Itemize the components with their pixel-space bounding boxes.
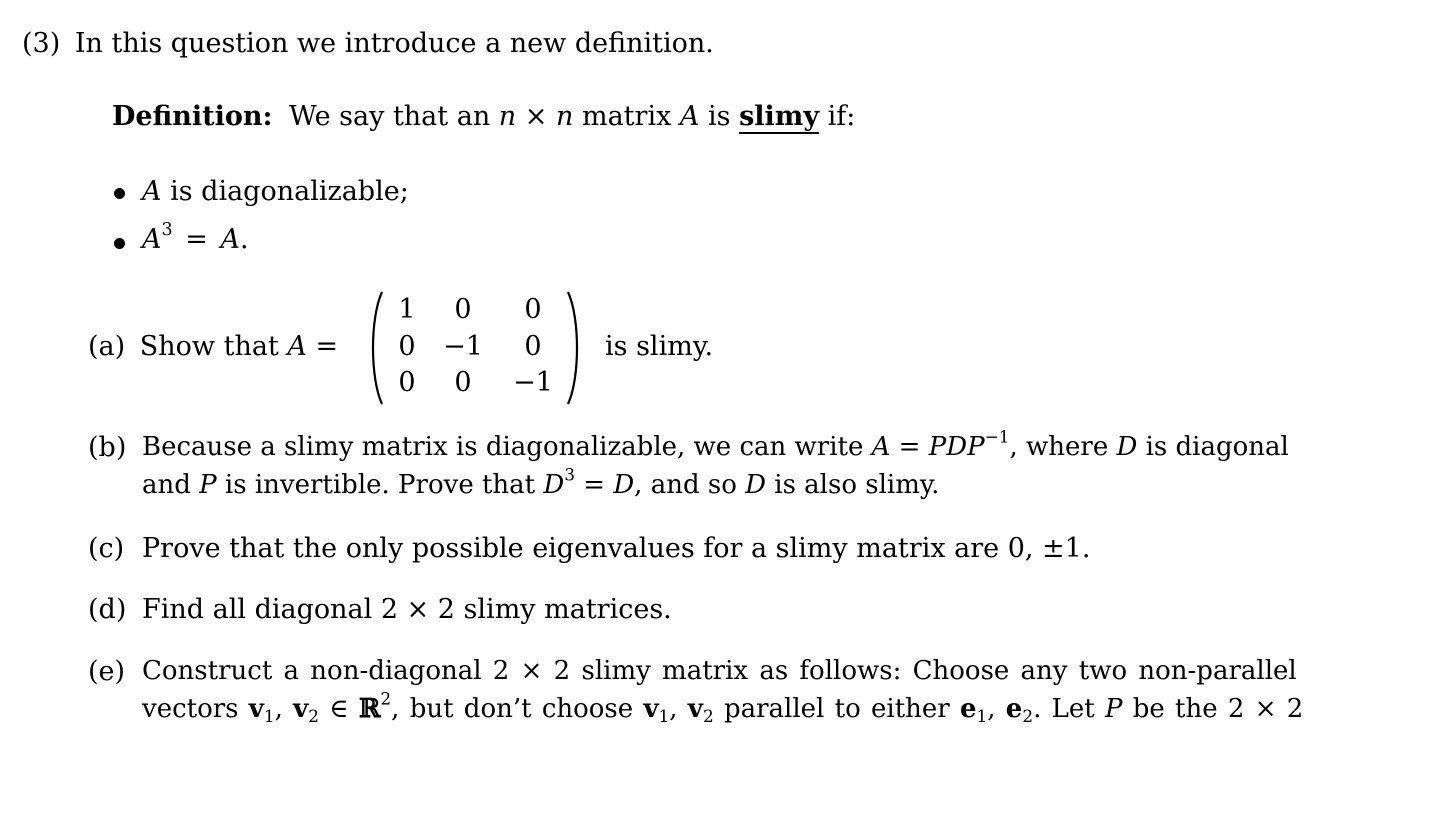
part-b-line2-a: and (142, 470, 191, 500)
part-e-P: P (1105, 694, 1123, 724)
vector-e2-sub: 2 (1022, 706, 1034, 727)
definition-text-before: We say that an (289, 101, 491, 132)
part-b-line2-D3: D (745, 470, 766, 500)
vector-e2: e (1005, 694, 1023, 724)
definition-n1: n (498, 101, 517, 132)
matrix-cell: 0 (454, 367, 472, 398)
part-a-label: (a) (88, 331, 126, 362)
part-b-line1-c: is diagonal (1145, 432, 1289, 462)
matrix-cell: 0 (524, 294, 542, 325)
definition-A: A (679, 101, 700, 132)
matrix-A (366, 290, 584, 406)
vector-v2-sub: 2 (702, 706, 714, 727)
part-b-line2-P: P (199, 470, 217, 500)
part-b-line1-a: Because a slimy matrix is diagonalizable, we can write (142, 432, 864, 462)
part-a-var: A (287, 331, 307, 362)
condition-diagonalizable (142, 176, 409, 207)
question-header (22, 28, 714, 59)
part-e-line1: Construct a non-diagonal 2 × 2 slimy matrix as follows: Choose any two non-parallel (142, 656, 1297, 686)
part-b-line1-math: A = PDP (871, 432, 985, 462)
reals-symbol: ℝ (358, 694, 381, 724)
condition-2-base: A (142, 224, 162, 255)
part-e-but: , but don’t choose (391, 694, 634, 724)
reals-exp: 2 (380, 688, 392, 709)
part-b-line2-d: is also slimy. (774, 470, 940, 500)
part-b-line1-exp: −1 (984, 426, 1010, 447)
matrix-cell: −1 (513, 367, 553, 398)
matrix-cell: 0 (454, 294, 472, 325)
part-a-after: is slimy. (605, 331, 714, 362)
vector-e1-sub: 1 (976, 706, 988, 727)
part-b-line2-D: D (543, 470, 565, 500)
definition-label: Definition: (112, 101, 273, 132)
vector-e1: e (959, 694, 977, 724)
part-c-text: Prove that the only possible eigenvalues for a slimy matrix are 0, ±1. (142, 533, 1091, 564)
part-e-parallel: parallel to either (723, 694, 950, 724)
comma: , (274, 694, 283, 724)
condition-cube (142, 219, 249, 255)
part-b-line2-c: , and so (634, 470, 737, 500)
part-b-line2 (142, 464, 940, 500)
condition-2-end: . (239, 224, 249, 255)
comma: , (987, 694, 996, 724)
part-e-label: (e) (88, 656, 126, 687)
vector-v2: v (687, 694, 703, 724)
matrix-cell: −1 (443, 331, 483, 362)
matrix-cell: 0 (398, 331, 416, 362)
vector-v1-sub: 1 (263, 706, 275, 727)
part-e-line2 (142, 688, 1304, 727)
vector-v2-sub: 2 (308, 706, 320, 727)
bullet-icon (114, 238, 125, 249)
condition-2-eq: = (185, 224, 208, 255)
vector-v2: v (293, 694, 309, 724)
definition-n2: n (556, 101, 574, 132)
vector-v1: v (643, 694, 659, 724)
part-b-line1 (142, 426, 1289, 462)
part-b-line2-D2: D (613, 470, 635, 500)
comma: , (669, 694, 678, 724)
part-b-line1-b: , where (1009, 432, 1109, 462)
definition-term: slimy (739, 101, 820, 132)
part-b-line2-b: is invertible. Prove that (224, 470, 536, 500)
question-intro: In this question we introduce a new definition. (74, 28, 714, 59)
part-e-vectors: vectors (142, 694, 239, 724)
part-b-line1-D: D (1116, 432, 1138, 462)
matrix-cell: 0 (398, 367, 416, 398)
question-number: (3) (22, 28, 61, 59)
matrix-cell: 1 (398, 294, 416, 325)
definition-is: is (708, 101, 731, 132)
element-of: ∈ (329, 694, 349, 724)
vector-v1-sub: 1 (658, 706, 670, 727)
part-b-line2-exp: 3 (564, 464, 575, 485)
definition-times: × (524, 101, 548, 132)
matrix-cell: 0 (524, 331, 542, 362)
part-b-line2-eq: = (583, 470, 606, 500)
condition-2-rhs: A (220, 224, 240, 255)
part-e-be: be the 2 × 2 (1132, 694, 1304, 724)
right-paren-glyph (566, 290, 584, 406)
bullet-icon (114, 188, 125, 199)
part-d-text: Find all diagonal 2 × 2 slimy matrices. (142, 594, 672, 625)
part-a-text (88, 331, 338, 362)
vector-v1: v (248, 694, 264, 724)
definition-text-after: if: (827, 101, 856, 132)
part-d-label: (d) (88, 594, 127, 625)
part-c-label: (c) (88, 533, 125, 564)
condition-2-exp: 3 (161, 219, 173, 240)
condition-1-math: A (142, 176, 162, 207)
definition-line (112, 101, 855, 132)
definition-text-matrix: matrix (581, 101, 672, 132)
part-a-eq: = (315, 331, 339, 362)
part-a-show: Show that (139, 331, 279, 362)
condition-1-text: is diagonalizable; (170, 176, 409, 207)
part-e-let: . Let (1033, 694, 1095, 724)
right-paren (566, 290, 584, 406)
part-b-label: (b) (88, 432, 127, 463)
